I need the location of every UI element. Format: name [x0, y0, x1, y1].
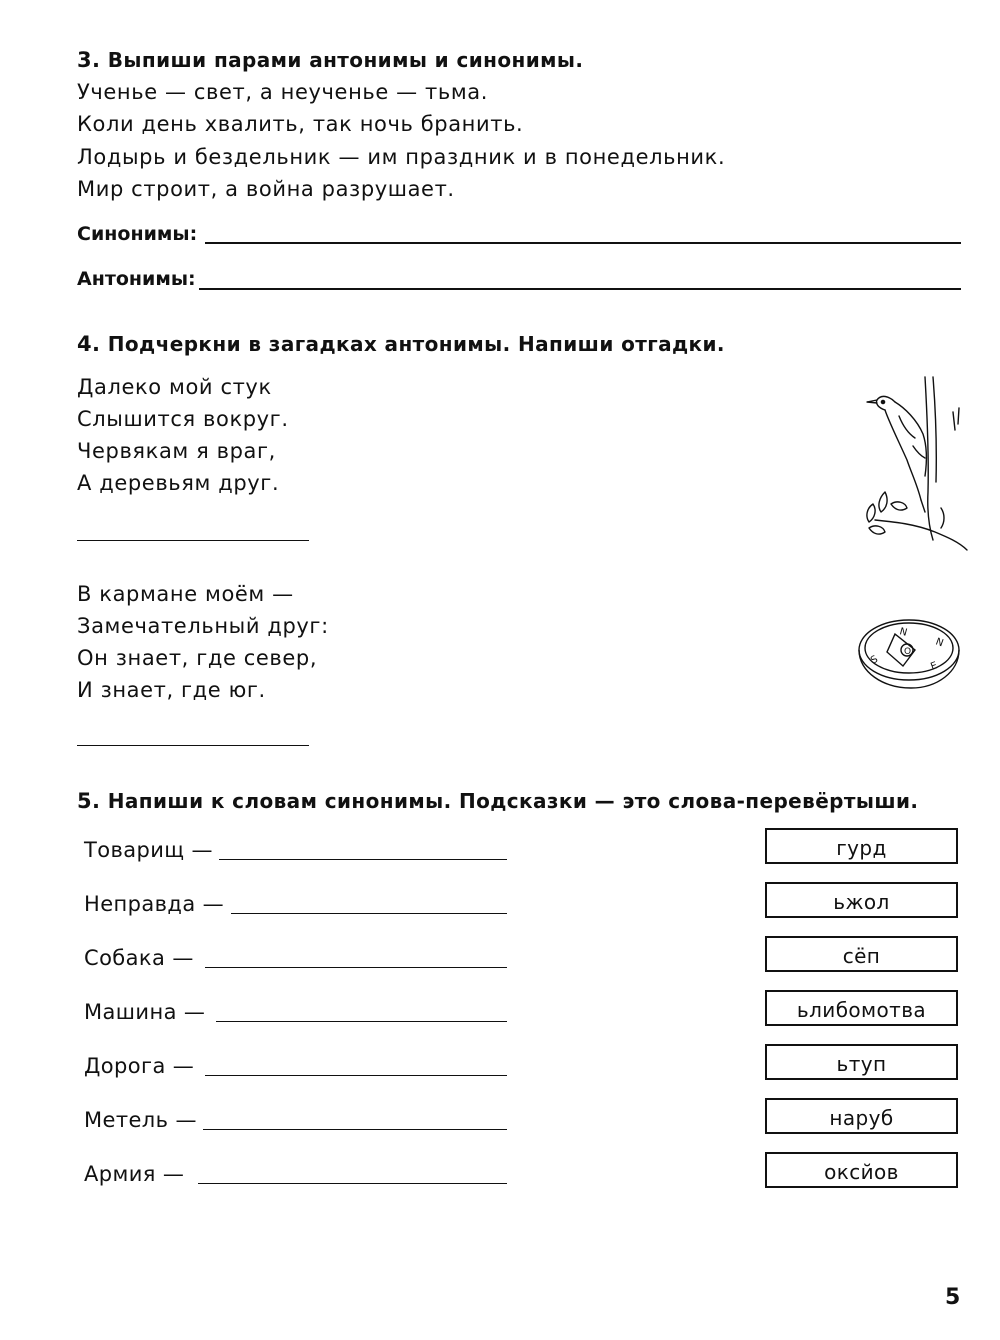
hint-box-4: ьлибомотва — [765, 990, 958, 1026]
task-3-line-1: Ученье — свет, а неученье — тьма. — [77, 80, 489, 104]
riddle-2-line-3: Он знает, где север, — [77, 646, 318, 670]
word-4-answer-line[interactable] — [216, 1021, 507, 1022]
riddle-2-line-4: И знает, где юг. — [77, 678, 266, 702]
riddle-1-line-1: Далеко мой стук — [77, 375, 272, 399]
task-5-heading: Напиши к словам синонимы. Подсказки — это слова-перевёртыши. — [107, 789, 919, 813]
compass-center: O — [904, 647, 912, 657]
riddle-1-line-4: А деревьям друг. — [77, 471, 280, 495]
word-5-answer-line[interactable] — [205, 1075, 507, 1076]
word-2: Неправда — — [84, 892, 225, 916]
woodpecker-icon — [855, 372, 970, 552]
antonyms-answer-line[interactable] — [199, 288, 961, 290]
antonyms-label: Антонимы: — [77, 268, 196, 290]
riddle-2-line-1: В кармане моём — — [77, 582, 294, 606]
riddle-1-answer-line[interactable] — [77, 540, 309, 541]
task-3-number: 3. — [77, 48, 101, 72]
synonyms-answer-line[interactable] — [205, 242, 961, 244]
word-5: Дорога — — [84, 1054, 195, 1078]
compass-letter-n: N — [898, 626, 909, 639]
word-1: Товарищ — — [84, 838, 213, 862]
riddle-1-line-2: Слышится вокруг. — [77, 407, 289, 431]
task-4-number: 4. — [77, 332, 101, 356]
task-3-line-2: Коли день хвалить, так ночь бранить. — [77, 112, 524, 136]
compass-letter-e-top: N — [933, 636, 945, 650]
task-3-line-4: Мир строит, а война разрушает. — [77, 177, 455, 201]
word-7: Армия — — [84, 1162, 185, 1186]
word-1-answer-line[interactable] — [219, 859, 507, 860]
word-4: Машина — — [84, 1000, 206, 1024]
word-2-answer-line[interactable] — [231, 913, 507, 914]
word-6-answer-line[interactable] — [203, 1129, 507, 1130]
page-number: 5 — [945, 1285, 961, 1310]
riddle-2-answer-line[interactable] — [77, 745, 309, 746]
hint-box-1: гурд — [765, 828, 958, 864]
word-3-answer-line[interactable] — [205, 967, 507, 968]
word-7-answer-line[interactable] — [198, 1183, 507, 1184]
hint-box-2: ьжол — [765, 882, 958, 918]
task-5-title — [77, 789, 918, 813]
compass-icon — [855, 610, 965, 700]
task-5-number: 5. — [77, 789, 101, 813]
task-3-title — [77, 48, 583, 72]
riddle-1-line-3: Червякам я враг, — [77, 439, 276, 463]
task-4-title — [77, 332, 725, 356]
compass-letter-e: E — [929, 660, 939, 673]
task-4-heading: Подчеркни в загадках антонимы. Напиши отгадки. — [107, 332, 725, 356]
hint-box-6: наруб — [765, 1098, 958, 1134]
synonyms-label: Синонимы: — [77, 223, 198, 245]
word-6: Метель — — [84, 1108, 197, 1132]
task-3-line-3: Лодырь и бездельник — им праздник и в понедельник. — [77, 145, 726, 169]
compass-letter-s: S — [869, 653, 881, 667]
hint-box-7: оксйов — [765, 1152, 958, 1188]
word-3: Собака — — [84, 946, 194, 970]
task-3-heading: Выпиши парами антонимы и синонимы. — [107, 48, 584, 72]
riddle-2-line-2: Замечательный друг: — [77, 614, 329, 638]
hint-box-3: сёп — [765, 936, 958, 972]
hint-box-5: ьтуп — [765, 1044, 958, 1080]
